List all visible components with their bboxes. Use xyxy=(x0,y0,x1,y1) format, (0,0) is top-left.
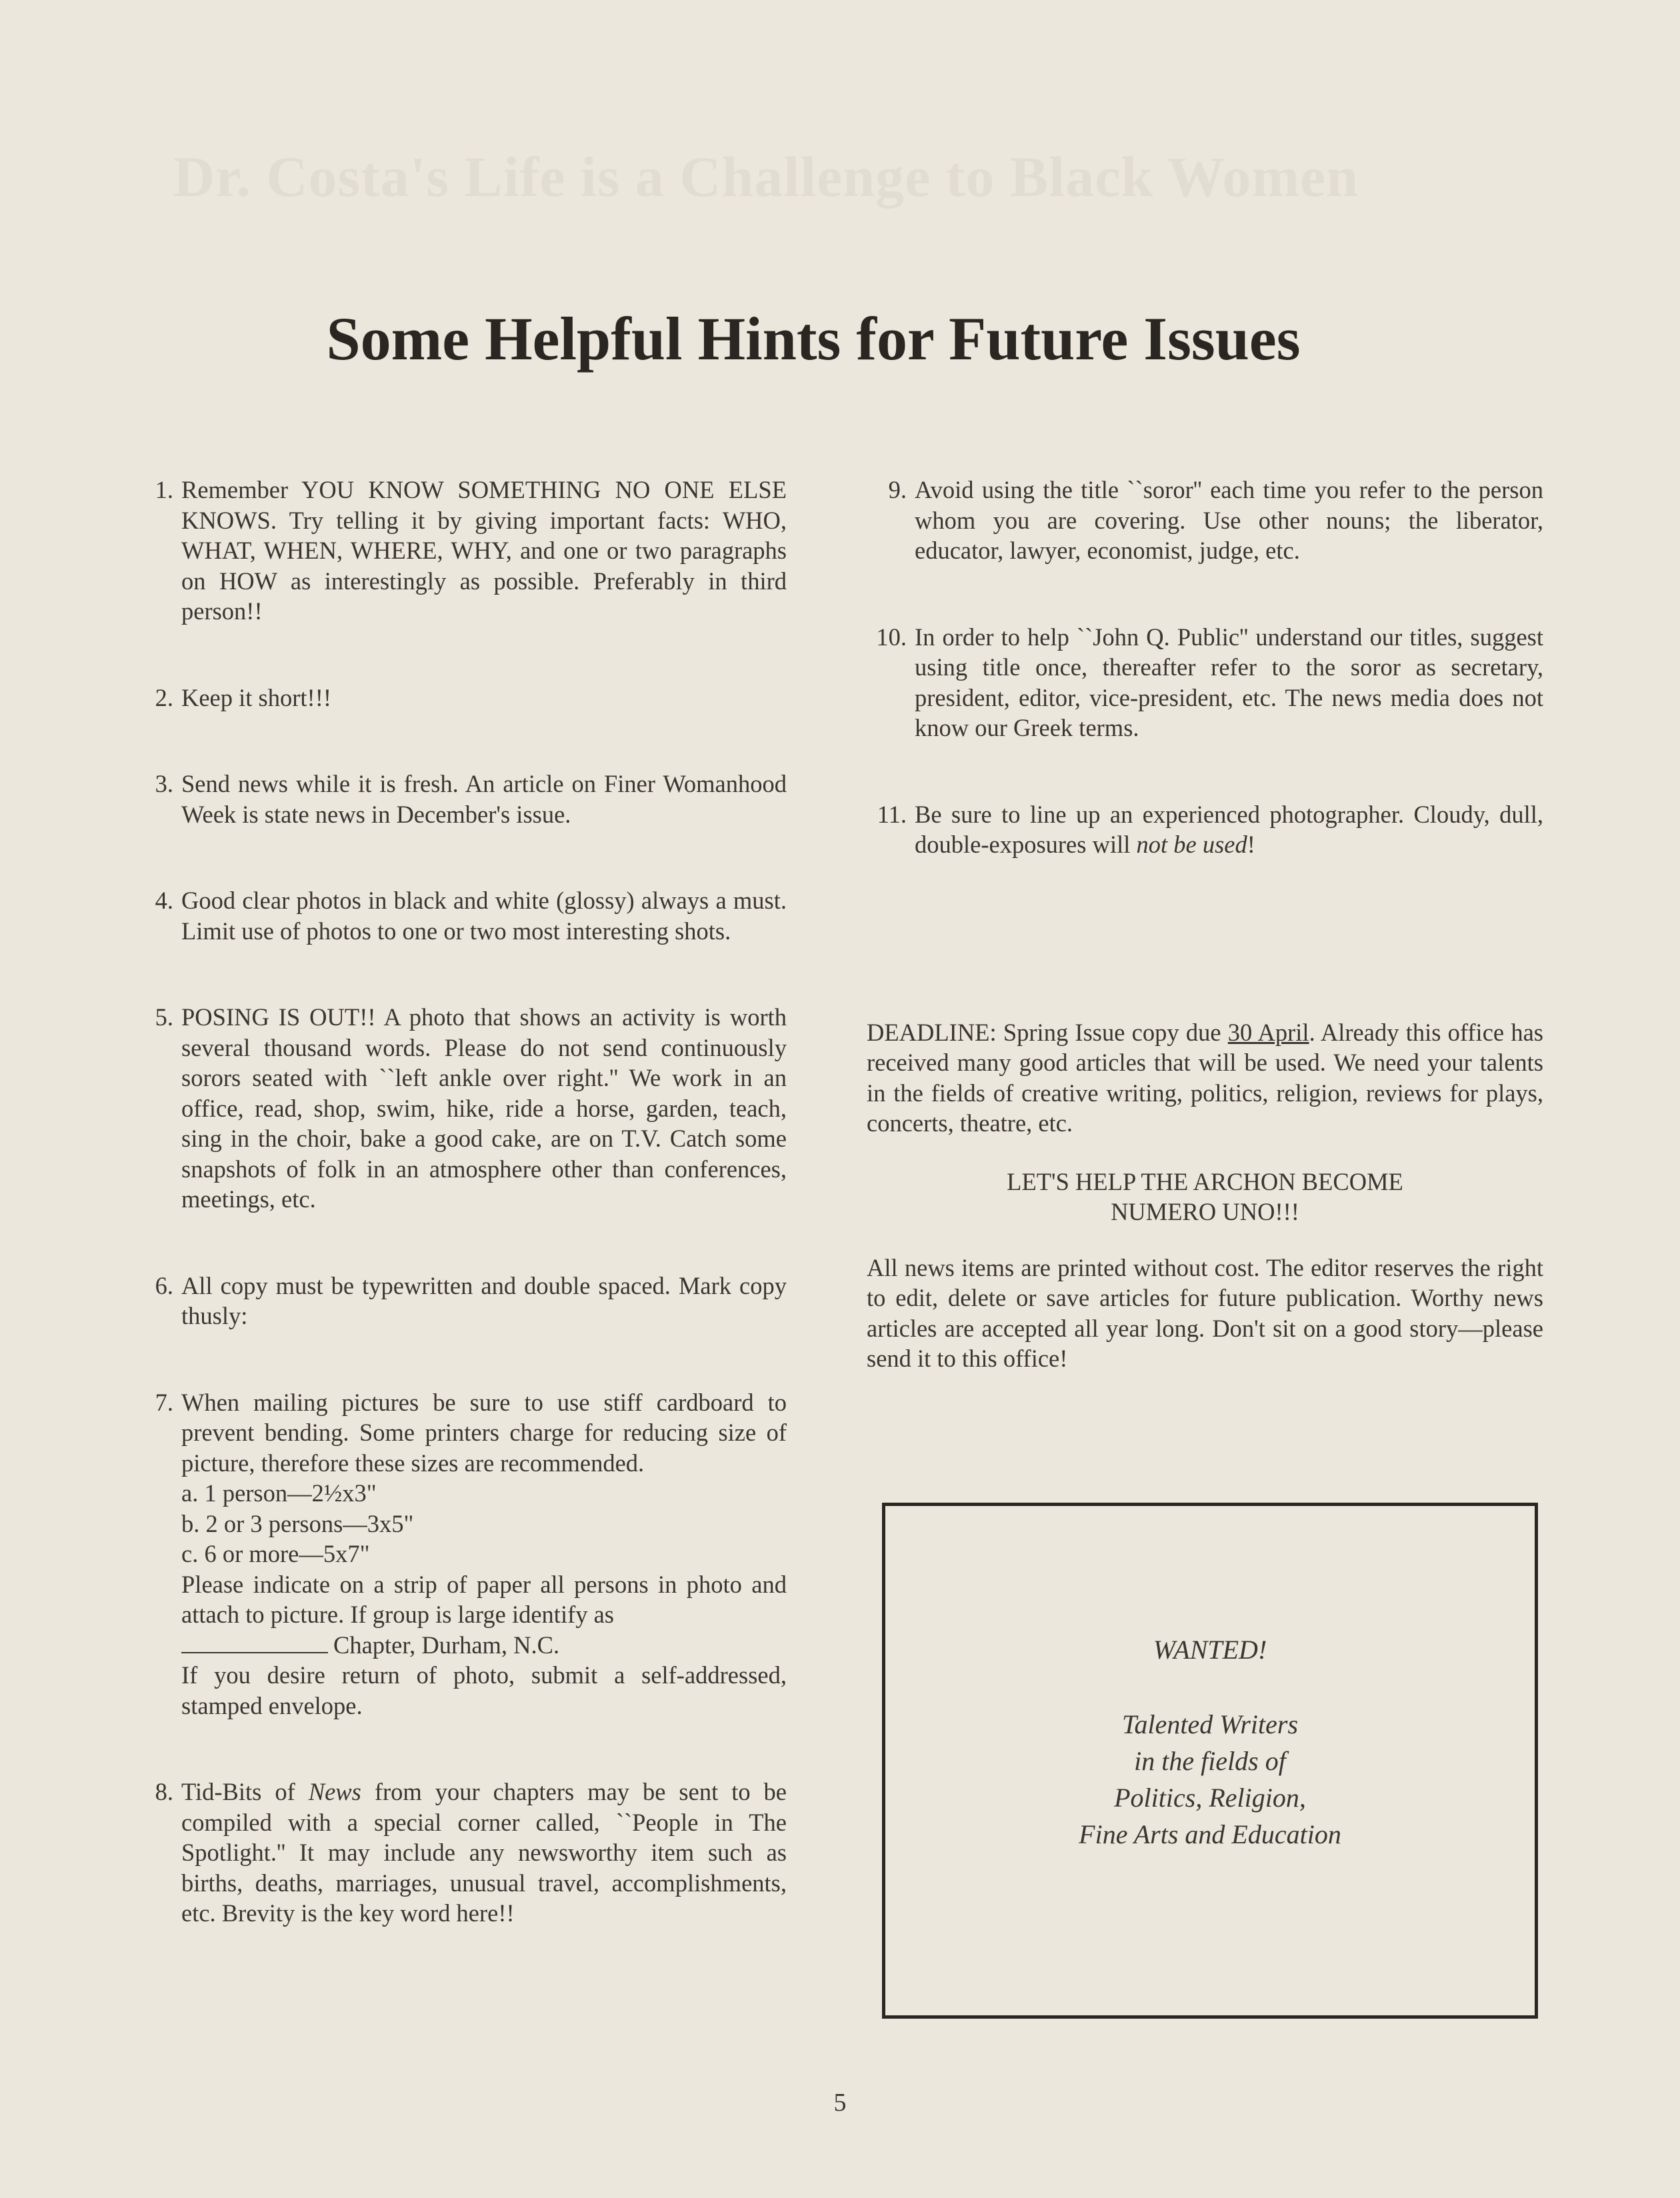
page-number: 5 xyxy=(833,2089,847,2117)
hint-item-4 xyxy=(133,885,787,946)
deadline-paragraph xyxy=(867,1017,1543,1139)
hint-number: 3. xyxy=(155,770,173,797)
hint-item-3 xyxy=(133,769,787,829)
wanted-line: Fine Arts and Education xyxy=(1079,1819,1341,1849)
hint-item-2 xyxy=(133,683,787,713)
bleed-through-heading: Dr. Costa's Life is a Challenge to Black Women xyxy=(173,145,1359,209)
slogan xyxy=(867,1167,1543,1227)
text-run: ! xyxy=(1247,831,1255,858)
hint-item-9 xyxy=(867,475,1543,566)
hint-text: Keep it short!!! xyxy=(181,683,332,711)
hint-number: 2. xyxy=(155,683,173,711)
hint-text: Remember YOU KNOW SOMETHING NO ONE ELSE KNOWS. Try telling it by giving important facts: WHO, WHAT, WHEN, WHERE, WHY, and one or two paragraphs on HOW as interestingly as possible. Preferably in third person!! xyxy=(181,476,787,625)
hint-text: Good clear photos in black and white (glossy) always a must. Limit use of photos to one or two most interesting shots. xyxy=(181,887,787,945)
hint-text xyxy=(915,799,1543,860)
hint-text: All copy must be typewritten and double spaced. Mark copy thusly: xyxy=(181,1271,787,1329)
deadline-date: 30 April xyxy=(1227,1018,1309,1046)
hint-number: 8. xyxy=(155,1778,173,1805)
emphasis-text: not be used xyxy=(1136,831,1247,858)
chapter-text: Chapter, Durham, N.C. xyxy=(333,1631,560,1659)
left-column xyxy=(133,475,787,1929)
slogan-line: LET'S HELP THE ARCHON BECOME xyxy=(1007,1167,1403,1195)
page-title: Some Helpful Hints for Future Issues xyxy=(326,305,1301,373)
return-instruction: If you desire return of photo, submit a self-addressed, stamped envelope. xyxy=(181,1661,787,1719)
hint-item-11 xyxy=(867,799,1543,860)
slogan-line: NUMERO UNO!!! xyxy=(1111,1198,1299,1225)
text-run: DEADLINE: Spring Issue copy due xyxy=(867,1018,1228,1046)
wanted-line: Politics, Religion, xyxy=(1114,1783,1306,1813)
news-paragraph: All news items are printed without cost. The editor reserves the right to edit, delete or save articles for future publication. Worthy news articles are accepted all year long. Don't sit on a good story—please send it to this office! xyxy=(867,1253,1543,1372)
indicate-instruction: Please indicate on a strip of paper all persons in photo and attach to picture. If group is large identify as xyxy=(181,1570,787,1628)
hint-item-1 xyxy=(133,475,787,627)
hint-number: 7. xyxy=(155,1388,173,1416)
text-run: Be sure to line up an experienced photographer. Cloudy, dull, double-exposures will xyxy=(915,800,1543,858)
hint-number: 11. xyxy=(877,800,907,828)
hint-number: 10. xyxy=(876,623,907,651)
hint-item-5 xyxy=(133,1002,787,1215)
wanted-heading: WANTED! xyxy=(1153,1635,1267,1665)
hint-number: 1. xyxy=(155,476,173,503)
hint-text xyxy=(181,1777,787,1929)
size-option: b. 2 or 3 persons—3x5" xyxy=(181,1509,414,1537)
size-option: c. 6 or more—5x7" xyxy=(181,1540,370,1567)
emphasis-text: News xyxy=(308,1778,361,1805)
hint-text: Avoid using the title ``soror'' each time you refer to the person whom you are covering. Use other nouns; the liberator, educator, lawyer, economist, judge, etc. xyxy=(915,476,1543,564)
hint-number: 9. xyxy=(888,476,907,503)
hint-number: 6. xyxy=(155,1271,173,1299)
blank-line xyxy=(181,1632,328,1653)
hint-text: In order to help ``John Q. Public'' understand our titles, suggest using title once, thereafter refer to the soror as secretary, president, editor, vice-president, etc. The news media does not know our Greek terms. xyxy=(915,623,1543,741)
size-option: a. 1 person—2½x3" xyxy=(181,1479,377,1507)
wanted-lines xyxy=(885,1706,1535,1853)
text-run: Tid-Bits of xyxy=(181,1778,309,1805)
hint-text: Send news while it is fresh. An article on Finer Womanhood Week is state news in December's issue. xyxy=(181,770,787,828)
wanted-line: Talented Writers xyxy=(1121,1709,1299,1739)
wanted-box xyxy=(882,1503,1538,2019)
hint-text: POSING IS OUT!! A photo that shows an activity is worth several thousand words. Please do not send continuously sorors seated with ``left ankle over right.'' We work in an office, read, shop, swim, hike, ride a horse, garden, teach, sing in the choir, bake a good cake, are on T.V. Catch some snapshots of folk in an atmosphere other than conferences, meetings, etc. xyxy=(181,1003,787,1213)
hint-number: 5. xyxy=(155,1003,173,1031)
text-run: . Already this office has received many good articles that will be used. We need your talents in the fields of creative writing, politics, religion, reviews for plays, concerts, theatre, etc. xyxy=(867,1018,1543,1137)
hint-item-10 xyxy=(867,622,1543,743)
hint-body xyxy=(181,1387,787,1721)
hint-item-6 xyxy=(133,1271,787,1331)
hint-number: 4. xyxy=(155,887,173,914)
right-column xyxy=(867,475,1543,1374)
text-run: from your chapters may be sent to be compiled with a special corner called, ``People in The Spotlight.'' It may include any newsworthy item such as births, deaths, marriages, unusual travel, accomplishments, etc. Brevity is the key word here!! xyxy=(181,1778,787,1927)
chapter-line xyxy=(181,1630,787,1661)
hint-text: When mailing pictures be sure to use stiff cardboard to prevent bending. Some printers charge for reducing size of picture, therefore these sizes are recommended. xyxy=(181,1388,787,1477)
hint-item-8 xyxy=(133,1777,787,1929)
wanted-line: in the fields of xyxy=(1134,1746,1286,1776)
hint-item-7 xyxy=(133,1387,787,1721)
